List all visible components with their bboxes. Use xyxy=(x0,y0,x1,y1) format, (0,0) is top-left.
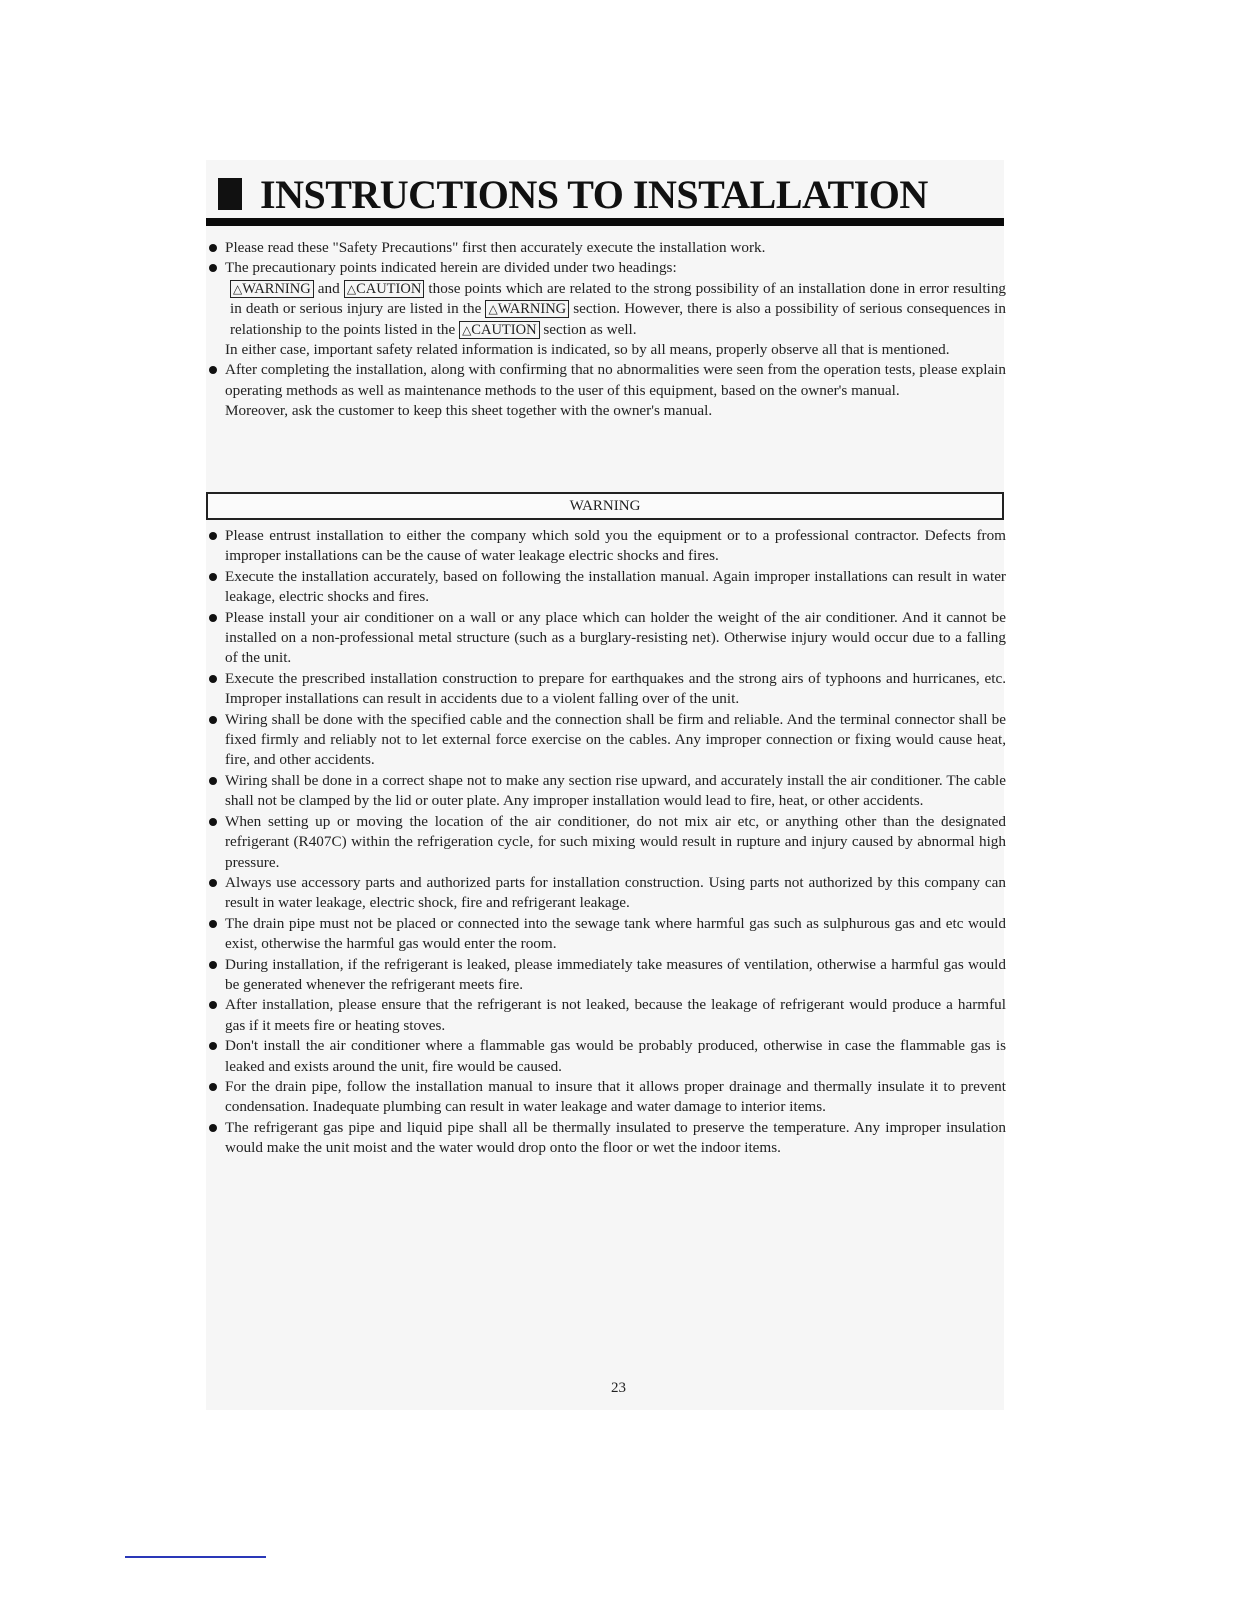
warning-item xyxy=(206,914,1006,955)
page-title: INSTRUCTIONS TO INSTALLATION xyxy=(260,171,928,217)
warning-item xyxy=(206,812,1006,873)
and-word: and xyxy=(317,279,340,297)
warning-item xyxy=(206,669,1006,710)
caution-label-text: CAUTION xyxy=(356,280,422,297)
warning-text: After installation, please ensure that the refrigerant is not leaked, because the leakage of refrigerant would produce a harmful gas if it meets fire or heating stoves. xyxy=(225,996,1006,1034)
warning-label-box-2 xyxy=(485,300,569,318)
intro-text-2a: those points which are related to the strong possibility of an installation done in error resulting in death or serious injury are listed in the xyxy=(230,279,1007,318)
caution-triangle-icon: △ xyxy=(346,281,357,296)
intro-text-2c: section as well. xyxy=(543,320,637,338)
intro-text-3: In either case, important safety related information is indicated, so by all means, properly observe all that is mentioned. xyxy=(225,341,950,359)
warning-item xyxy=(206,608,1006,669)
warning-item xyxy=(206,873,1006,914)
warning-text: Wiring shall be done in a correct shape not to make any section rise upward, and accurately install the air conditioner. The cable shall not be clamped by the lid or outer plate. Any improper installation would lead to fire, heat, or other accidents. xyxy=(225,771,1006,810)
warning-text: Please install your air conditioner on a wall or any place which can holder the weight of the air conditioner. And it cannot be installed on a non-professional metal structure (such as a burglary-resisting net). Otherwise injury would occur due to a falling of the unit. xyxy=(225,608,1006,667)
warning-text: Please entrust installation to either the company which sold you the equipment or to a professional contractor. Defects from improper installations can be the cause of water leakage electric shocks and fires. xyxy=(225,527,1006,565)
intro-text-4: After completing the installation, along with confirming that no abnormalities were seen from the operation tests, please explain operating methods as well as maintenance methods to the user of this equipment, based on the owner's manual. xyxy=(225,361,1006,399)
warning-text: Always use accessory parts and authorized parts for installation construction. Using parts not authorized by this company can result in water leakage, electric shock, fire and refrigerant leakage. xyxy=(225,873,1006,912)
intro-bullet-3 xyxy=(206,360,1006,401)
warning-item xyxy=(206,567,1006,608)
title-square-icon xyxy=(218,178,242,210)
caution-label-box xyxy=(344,280,424,298)
warning-item xyxy=(206,995,1006,1036)
title-rule xyxy=(206,218,1004,226)
intro-bullet-2 xyxy=(206,258,1006,278)
warning-text: During installation, if the refrigerant is leaked, please immediately take measures of ventilation, otherwise a harmful gas would be generated whenever the refrigerant meets fire. xyxy=(225,955,1006,993)
warning-triangle-icon: △ xyxy=(233,281,243,296)
warning-header-box: WARNING xyxy=(206,492,1004,520)
intro-headings-paragraph xyxy=(206,279,1006,340)
warning-label-text: WARNING xyxy=(242,280,311,297)
warning-item xyxy=(206,526,1006,567)
warning-text: Wiring shall be done with the specified cable and the connection shall be firm and reliable. And the terminal connector shall be fixed firmly and reliably not to let external force exercise on the cables. Any improper connection or fixing would cause heat, fire, and other accidents. xyxy=(225,710,1006,769)
intro-bullet-1 xyxy=(206,238,1006,258)
warning-text: Don't install the air conditioner where a flammable gas would be probably produced, otherwise in case the flammable gas is leaked and exists around the unit, fire would be caused. xyxy=(225,1037,1006,1075)
intro-text-1: Please read these "Safety Precautions" first then accurately execute the installation work. xyxy=(225,239,766,256)
warning-list xyxy=(206,526,1006,1159)
intro-section xyxy=(206,238,1006,422)
caution-label-text: CAUTION xyxy=(471,321,537,338)
warning-label-text: WARNING xyxy=(497,301,567,318)
warning-text: Execute the prescribed installation construction to prepare for earthquakes and the strong airs of typhoons and hurricanes, etc. Improper installations can result in accidents due to a violent falling over of the unit. xyxy=(225,669,1006,708)
intro-paragraph-3 xyxy=(206,340,1006,360)
warning-item xyxy=(206,1077,1006,1118)
warning-item xyxy=(206,955,1006,996)
caution-triangle-icon: △ xyxy=(462,322,472,337)
warning-text: The drain pipe must not be placed or connected into the sewage tank where harmful gas such as sulphurous gas and etc would exist, otherwise the harmful gas would enter the room. xyxy=(225,914,1006,953)
warning-text: Execute the installation accurately, based on following the installation manual. Again improper installations can result in water leakage, electric shocks and fires. xyxy=(225,567,1006,606)
intro-paragraph-5 xyxy=(206,401,1006,421)
warning-item xyxy=(206,771,1006,812)
warning-label-box xyxy=(230,280,314,298)
page-number: 23 xyxy=(611,1380,626,1396)
title-row xyxy=(206,166,1006,222)
intro-text-5: Moreover, ask the customer to keep this sheet together with the owner's manual. xyxy=(225,402,713,420)
warning-text: For the drain pipe, follow the installation manual to insure that it allows proper drainage and thermally insulate it to prevent condensation. Inadequate plumbing can result in water leakage and water damage to interior items. xyxy=(225,1077,1006,1116)
caution-label-box-2 xyxy=(459,321,539,339)
warning-item xyxy=(206,1118,1006,1159)
intro-text-2b: section. However, there is also a possibility of serious consequences in relationship to the points listed in the xyxy=(230,300,1006,338)
intro-text-2: The precautionary points indicated herein are divided under two headings: xyxy=(225,259,677,277)
warning-text: When setting up or moving the location of the air conditioner, do not mix air etc, or anything other than the designated refrigerant (R407C) within the refrigeration cycle, for such mixing would result in rupture and injury caused by abnormal high pressure. xyxy=(225,812,1006,871)
warning-triangle-icon: △ xyxy=(488,302,498,317)
warning-item xyxy=(206,1036,1006,1077)
warning-item xyxy=(206,710,1006,771)
footer-link-underline[interactable] xyxy=(125,1556,266,1558)
warning-text: The refrigerant gas pipe and liquid pipe shall all be thermally insulated to preserve the temperature. Any improper insulation would make the unit moist and the water would drop onto the floor or wet the indoor items. xyxy=(225,1118,1006,1157)
